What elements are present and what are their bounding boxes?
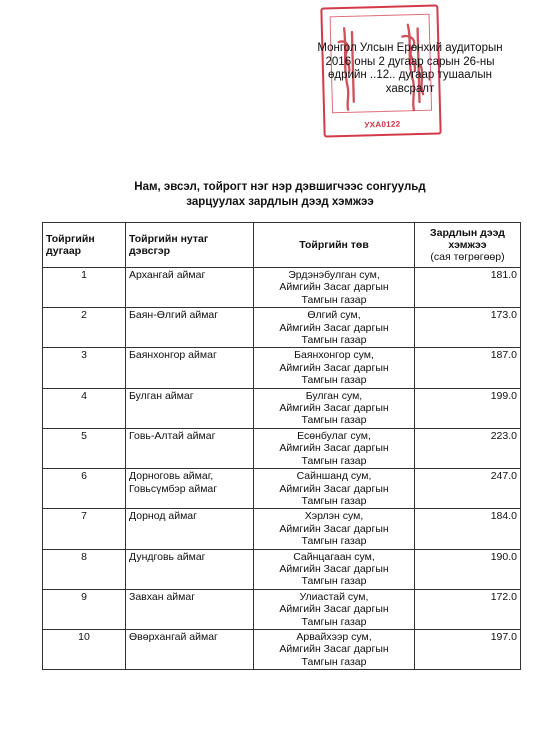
district-territory: Дундговь аймаг [126,549,254,589]
center-office: Аймгийн Засаг даргын [279,603,389,616]
approval-line: Монгол Улсын Ерөнхий аудиторын [317,42,503,54]
district-center [254,629,415,669]
center-office: Аймгийн Засаг даргын [279,281,389,294]
expense-limit: 187.0 [415,348,521,388]
district-territory: Өвөрхангай аймаг [126,629,254,669]
center-office: Аймгийн Засаг даргын [279,562,389,575]
table-row [43,308,521,348]
district-territory: Дорнод аймаг [126,509,254,549]
district-number: 8 [43,549,126,589]
header-district-number: Тойргийн дугаар [43,223,126,268]
center-office-sub: Тамгын газар [301,293,367,306]
district-number: 5 [43,428,126,468]
district-number: 7 [43,509,126,549]
approval-line: 2016 оны 2 дугаар сарын 26-ны [325,55,495,68]
expense-limit: 181.0 [415,268,521,308]
center-office-sub: Тамгын газар [301,575,367,588]
center-soum: Баянхонгор сум, [294,349,374,362]
district-number: 6 [43,469,126,509]
district-number: 9 [43,589,126,629]
expense-limit: 172.0 [415,589,521,629]
center-soum: Булган сум, [305,389,363,402]
center-office-sub: Тамгын газар [301,414,367,427]
district-number: 10 [43,629,126,669]
district-center [254,428,415,468]
district-center [254,589,415,629]
expense-limit: 197.0 [415,629,521,669]
table-row [43,428,521,468]
expense-limit: 223.0 [415,428,521,468]
stamp-code: УХА0122 [364,119,401,130]
approval-line: хавсралт [385,82,435,95]
district-number: 1 [43,268,126,308]
district-center [254,308,415,348]
center-office: Аймгийн Засаг даргын [279,442,389,455]
district-center [254,268,415,308]
table-row [43,549,521,589]
center-office-sub: Тамгын газар [301,655,367,668]
table-row [43,629,521,669]
expense-limit: 173.0 [415,308,521,348]
center-office-sub: Тамгын газар [301,494,367,507]
table-row [43,268,521,308]
center-office: Аймгийн Засаг даргын [279,522,389,535]
center-office: Аймгийн Засаг даргын [279,361,389,374]
expense-limit: 184.0 [415,509,521,549]
center-office: Аймгийн Засаг даргын [279,321,389,334]
center-office: Аймгийн Засаг даргын [279,402,389,415]
header-expense-limit-label: Зардлын дээд хэмжээ [430,227,505,251]
center-office-sub: Тамгын газар [301,615,367,628]
table-row [43,589,521,629]
center-soum: Өлгий сум, [307,309,361,322]
approval-note [300,42,520,96]
table-row [43,469,521,509]
center-soum: Сайнцагаан сум, [293,550,375,563]
district-territory: Архангай аймаг [126,268,254,308]
center-soum: Хэрлэн сум, [304,510,364,523]
approval-line: өдрийн ..12.. дугаар тушаалын [328,69,492,81]
district-territory: Баян-Өлгий аймаг [126,308,254,348]
center-soum: Есөнбулаг сум, [297,429,371,442]
district-number: 4 [43,388,126,428]
district-territory: Говь-Алтай аймаг [126,428,254,468]
expense-limit: 247.0 [415,469,521,509]
district-number: 3 [43,348,126,388]
center-office: Аймгийн Засаг даргын [279,482,389,495]
header-expense-limit [415,223,521,268]
center-office-sub: Тамгын газар [301,454,367,467]
center-office-sub: Тамгын газар [301,334,367,347]
header-expense-limit-unit: (сая төгрөгөөр) [430,251,505,263]
district-center [254,388,415,428]
center-soum: Сайншанд сум, [296,470,372,483]
center-soum: Арвайхээр сум, [296,630,372,643]
district-territory: Баянхонгор аймаг [126,348,254,388]
header-district-territory: Тойргийн нутаг дэвсгэр [126,223,254,268]
title-line: зарцуулах зардлын дээд хэмжээ [186,196,374,208]
center-soum: Эрдэнэбулган сум, [288,269,380,281]
center-office-sub: Тамгын газар [301,374,367,387]
center-soum: Улиастай сум, [299,590,369,603]
district-territory: Булган аймаг [126,388,254,428]
expense-limit: 190.0 [415,549,521,589]
district-center [254,509,415,549]
document-title [60,180,500,210]
center-office: Аймгийн Засаг даргын [279,643,389,656]
table-header-row [43,223,521,268]
district-center [254,469,415,509]
center-office-sub: Тамгын газар [301,535,367,548]
district-territory: Завхан аймаг [126,589,254,629]
header-district-center: Тойргийн төв [254,223,415,268]
title-line: Нам, эвсэл, тойрогт нэг нэр дэвшигчээс сонгуульд [134,181,426,193]
table-row [43,509,521,549]
expense-limit-table [42,222,521,670]
district-center [254,348,415,388]
table-row [43,388,521,428]
district-territory: Дорноговь аймаг, Говьсүмбэр аймаг [126,469,254,509]
expense-limit: 199.0 [415,388,521,428]
table-row [43,348,521,388]
district-number: 2 [43,308,126,348]
district-center [254,549,415,589]
